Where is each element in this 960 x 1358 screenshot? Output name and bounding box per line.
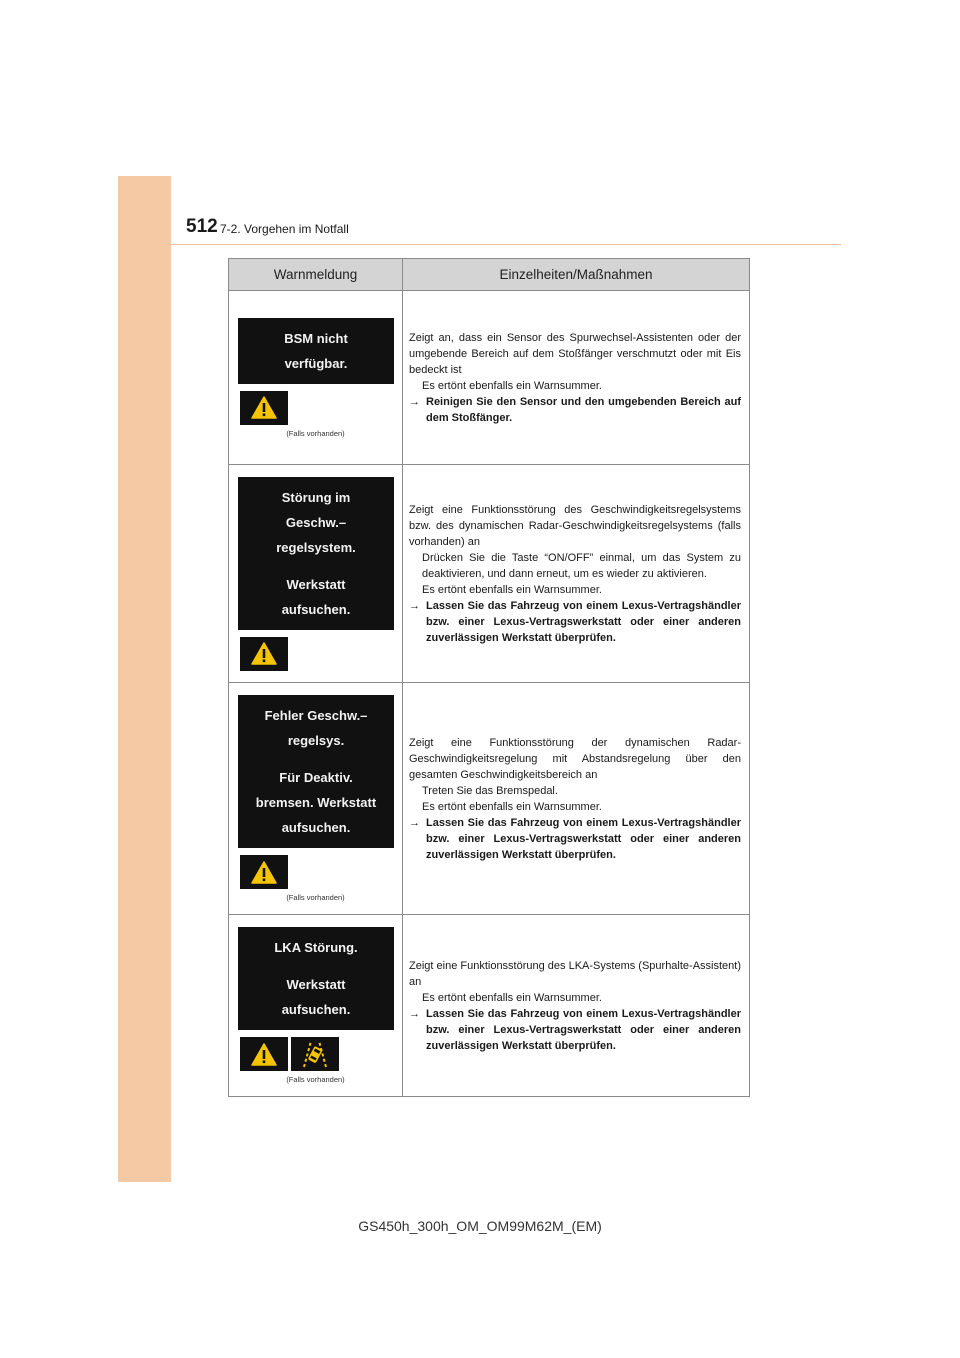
warning-triangle-icon bbox=[240, 637, 288, 671]
availability-note: (Falls vorhanden) bbox=[286, 1075, 345, 1084]
extra-note: Treten Sie das Bremspedal. bbox=[422, 784, 558, 797]
description: Zeigt eine Funktionsstörung der dynamischen Radar-Geschwindigkeitsregelung mit Abstandsregelung über den gesamten Geschwindigkeitsbereich an bbox=[409, 736, 741, 781]
description: Zeigt eine Funktionsstörung des LKA-Systems (Spurhalte-Assistent) an bbox=[409, 959, 741, 988]
display-message: BSM nicht verfügbar. bbox=[238, 318, 394, 384]
arrow-right-icon: → bbox=[409, 599, 420, 612]
availability-note: (Falls vorhanden) bbox=[286, 428, 345, 438]
extra-note: Es ertönt ebenfalls ein Warnsummer. bbox=[422, 991, 602, 1004]
table-row bbox=[229, 915, 750, 1097]
chapter-side-bar bbox=[118, 176, 171, 1182]
description: Zeigt eine Funktionsstörung des Geschwindigkeitsregelsystems bzw. des dynamischen Radar-Geschwindigkeitsregelsystems (falls vorhanden) an bbox=[409, 503, 741, 548]
details-cell bbox=[403, 915, 750, 1097]
warning-triangle-icon bbox=[240, 391, 288, 425]
document-code: GS450h_300h_OM_OM99M62M_(EM) bbox=[358, 1218, 602, 1234]
warning-cell bbox=[229, 465, 403, 683]
table-row bbox=[229, 465, 750, 683]
extra-note: Es ertönt ebenfalls ein Warnsummer. bbox=[422, 583, 602, 596]
warning-cell bbox=[229, 291, 403, 465]
header-rule bbox=[171, 244, 841, 245]
arrow-right-icon: → bbox=[409, 395, 420, 408]
action-instruction: → Lassen Sie das Fahrzeug von einem Lexus-Vertragshändler bzw. einer Lexus-Vertragswerkstatt oder einer anderen zuverlässigen Werkstatt überprüfen. bbox=[409, 599, 741, 644]
section-title: 7-2. Vorgehen im Notfall bbox=[220, 222, 349, 236]
extra-note: Es ertönt ebenfalls ein Warnsummer. bbox=[422, 379, 602, 392]
arrow-right-icon: → bbox=[409, 816, 420, 829]
warning-triangle-icon bbox=[240, 855, 288, 889]
details-cell bbox=[403, 683, 750, 915]
lane-keep-assist-icon bbox=[291, 1037, 339, 1071]
arrow-right-icon: → bbox=[409, 1007, 420, 1020]
warning-triangle-icon bbox=[240, 1037, 288, 1071]
display-message: LKA Störung. Werkstatt aufsuchen. bbox=[238, 927, 394, 1030]
description: Zeigt an, dass ein Sensor des Spurwechsel-Assistenten oder der umgebende Bereich auf dem Stoßfänger verschmutzt oder mit Eis bedeckt ist bbox=[409, 331, 741, 376]
warning-table bbox=[228, 258, 750, 1097]
table-row bbox=[229, 291, 750, 465]
table-row bbox=[229, 683, 750, 915]
page-number: 512 bbox=[186, 216, 218, 237]
availability-note: (Falls vorhanden) bbox=[286, 893, 345, 902]
details-cell bbox=[403, 465, 750, 683]
display-message: Störung im Geschw.– regelsystem. Werkstatt aufsuchen. bbox=[238, 477, 394, 630]
details-cell bbox=[403, 291, 750, 465]
action-instruction: → Reinigen Sie den Sensor und den umgebenden Bereich auf dem Stoßfänger. bbox=[409, 395, 741, 424]
display-message: Fehler Geschw.– regelsys. Für Deaktiv. bremsen. Werkstatt aufsuchen. bbox=[238, 695, 394, 848]
action-instruction: → Lassen Sie das Fahrzeug von einem Lexus-Vertragshändler bzw. einer Lexus-Vertragswerkstatt oder einer anderen zuverlässigen Werkstatt überprüfen. bbox=[409, 816, 741, 861]
action-instruction: → Lassen Sie das Fahrzeug von einem Lexus-Vertragshändler bzw. einer Lexus-Vertragswerkstatt oder einer anderen zuverlässigen Werkstatt überprüfen. bbox=[409, 1007, 741, 1052]
warning-cell bbox=[229, 915, 403, 1097]
header-einzelheiten: Einzelheiten/Maßnahmen bbox=[403, 259, 750, 291]
extra-note: Es ertönt ebenfalls ein Warnsummer. bbox=[422, 800, 602, 813]
indicator-icons bbox=[240, 855, 402, 889]
warning-cell bbox=[229, 683, 403, 915]
header-warnmeldung: Warnmeldung bbox=[229, 259, 403, 291]
table-header-row bbox=[229, 259, 750, 291]
indicator-icons bbox=[240, 637, 402, 671]
indicator-icons bbox=[240, 391, 402, 425]
indicator-icons bbox=[240, 1037, 402, 1071]
extra-note: Drücken Sie die Taste “ON/OFF” einmal, um das System zu deaktivieren, und dann erneut, um es wieder zu aktivieren. bbox=[422, 551, 741, 580]
